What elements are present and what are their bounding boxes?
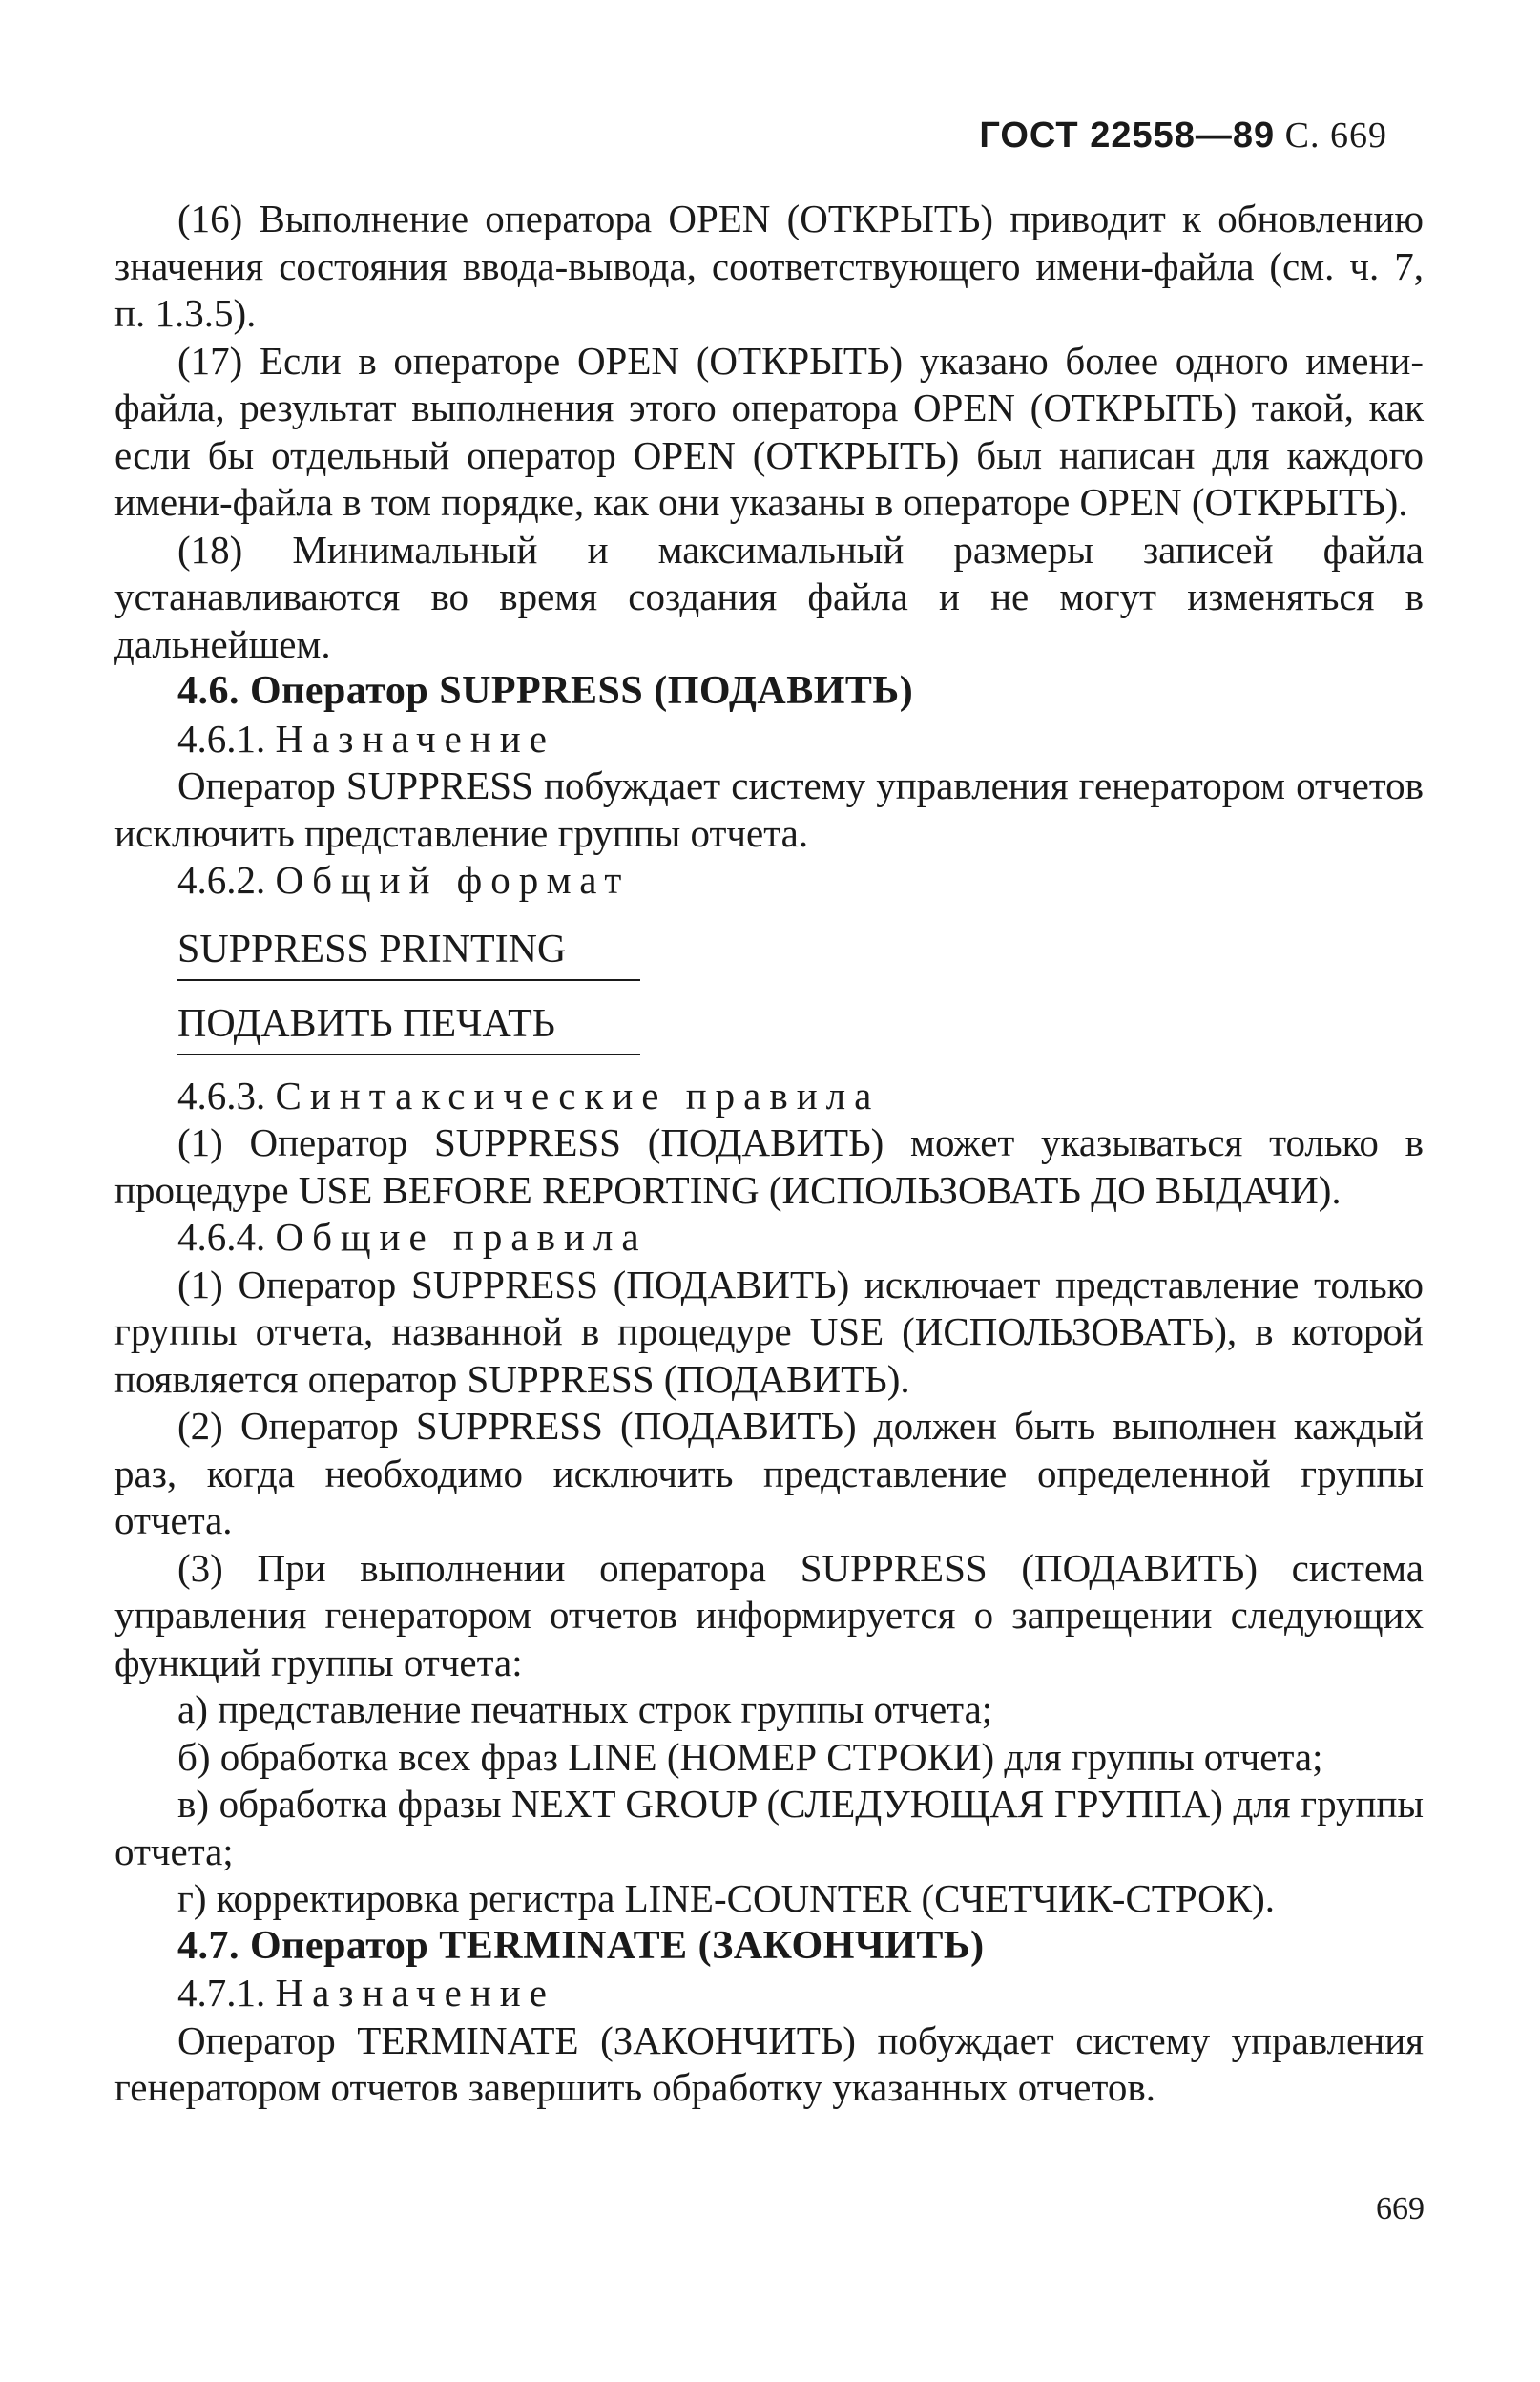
section-4-6-4-title <box>114 1214 1424 1262</box>
section-4-6-2-title <box>114 857 1424 905</box>
section-4-7-1-title <box>114 1970 1424 2017</box>
list-item-a: а) представление печатных строк группы отчета; <box>177 1687 993 1731</box>
list-item-v: в) обработка фразы NEXT GROUP (СЛЕДУЮЩАЯ ГРУППА) для группы отчета; <box>114 1782 1424 1873</box>
section-4-6-3-title <box>114 1073 1424 1120</box>
section-4-7-1-text: Оператор TERMINATE (ЗАКОНЧИТЬ) побуждает систему управления генератором отчетов завершить обработку указанных отчетов. <box>114 2017 1424 2109</box>
general-rule-2: (2) Оператор SUPPRESS (ПОДАВИТЬ) должен быть выполнен каждый раз, когда необходимо исключить представление определенной группы отчета. <box>114 1404 1424 1542</box>
paragraph-16: (16) Выполнение оператора OPEN (ОТКРЫТЬ) приводит к обновлению значения состояния ввода-вывода, соответствующего имени-файла (см. ч. 7, п. 1.3.5). <box>114 197 1424 335</box>
section-4-6-heading: 4.6. Оператор SUPPRESS (ПОДАВИТЬ) <box>177 669 914 713</box>
paragraph-17: (17) Если в операторе OPEN (ОТКРЫТЬ) указано более одного имени-файла, результат выполнения этого оператора OPEN (ОТКРЫТЬ) такой, как если бы отдельный оператор OPEN (ОТКРЫТЬ) был написан для каждого имени-файла в том порядке, как они указаны в операторе OPEN (ОТКРЫТЬ). <box>114 338 1424 524</box>
document-body <box>114 196 1424 2112</box>
general-rule-1: (1) Оператор SUPPRESS (ПОДАВИТЬ) исключает представление только группы отчета, названной в процедуре USE (ИСПОЛЬЗОВАТЬ), в которой появляется оператор SUPPRESS (ПОДАВИТЬ). <box>114 1262 1424 1401</box>
section-number: 4.6.1. <box>177 716 266 761</box>
list-item-b: б) обработка всех фраз LINE (НОМЕР СТРОКИ) для группы отчета; <box>177 1734 1323 1779</box>
page-header <box>979 115 1387 157</box>
standard-designation: ГОСТ 22558—89 <box>979 115 1276 156</box>
general-format-box <box>177 914 640 1055</box>
section-label: Назначение <box>275 716 555 761</box>
section-4-7-heading: 4.7. Оператор TERMINATE (ЗАКОНЧИТЬ) <box>177 1923 985 1968</box>
list-item-g: г) корректировка регистра LINE-COUNTER (СЧЕТЧИК-СТРОК). <box>177 1876 1276 1920</box>
syntax-rule-1: (1) Оператор SUPPRESS (ПОДАВИТЬ) может указываться только в процедуре USE BEFORE REPORTING (ИСПОЛЬЗОВАТЬ ДО ВЫДАЧИ). <box>114 1120 1424 1212</box>
page-number: 669 <box>1376 2191 1425 2226</box>
section-label: Общий формат <box>275 858 631 902</box>
section-label: Назначение <box>275 1971 555 2015</box>
section-label: Синтаксические правила <box>275 1073 881 1118</box>
section-4-6-1-title <box>114 716 1424 763</box>
page-reference: С. 669 <box>1284 115 1387 156</box>
section-4-6-1-text: Оператор SUPPRESS побуждает систему управления генератором отчетов исключить представление группы отчета. <box>114 763 1424 855</box>
paragraph-18: (18) Минимальный и максимальный размеры записей файла устанавливаются во время создания файла и не могут изменяться в дальнейшем. <box>114 527 1424 666</box>
section-number: 4.7.1. <box>177 1971 266 2015</box>
section-number: 4.6.2. <box>177 858 266 902</box>
format-line-english: SUPPRESS PRINTING <box>177 914 640 981</box>
format-line-russian: ПОДАВИТЬ ПЕЧАТЬ <box>177 981 640 1055</box>
section-number: 4.6.3. <box>177 1073 266 1118</box>
general-rule-3: (3) При выполнении оператора SUPPRESS (ПОДАВИТЬ) система управления генератором отчетов информируется о запрещении следующих функций группы отчета: <box>114 1545 1424 1684</box>
section-number: 4.6.4. <box>177 1215 266 1259</box>
section-label: Общие правила <box>275 1215 648 1259</box>
